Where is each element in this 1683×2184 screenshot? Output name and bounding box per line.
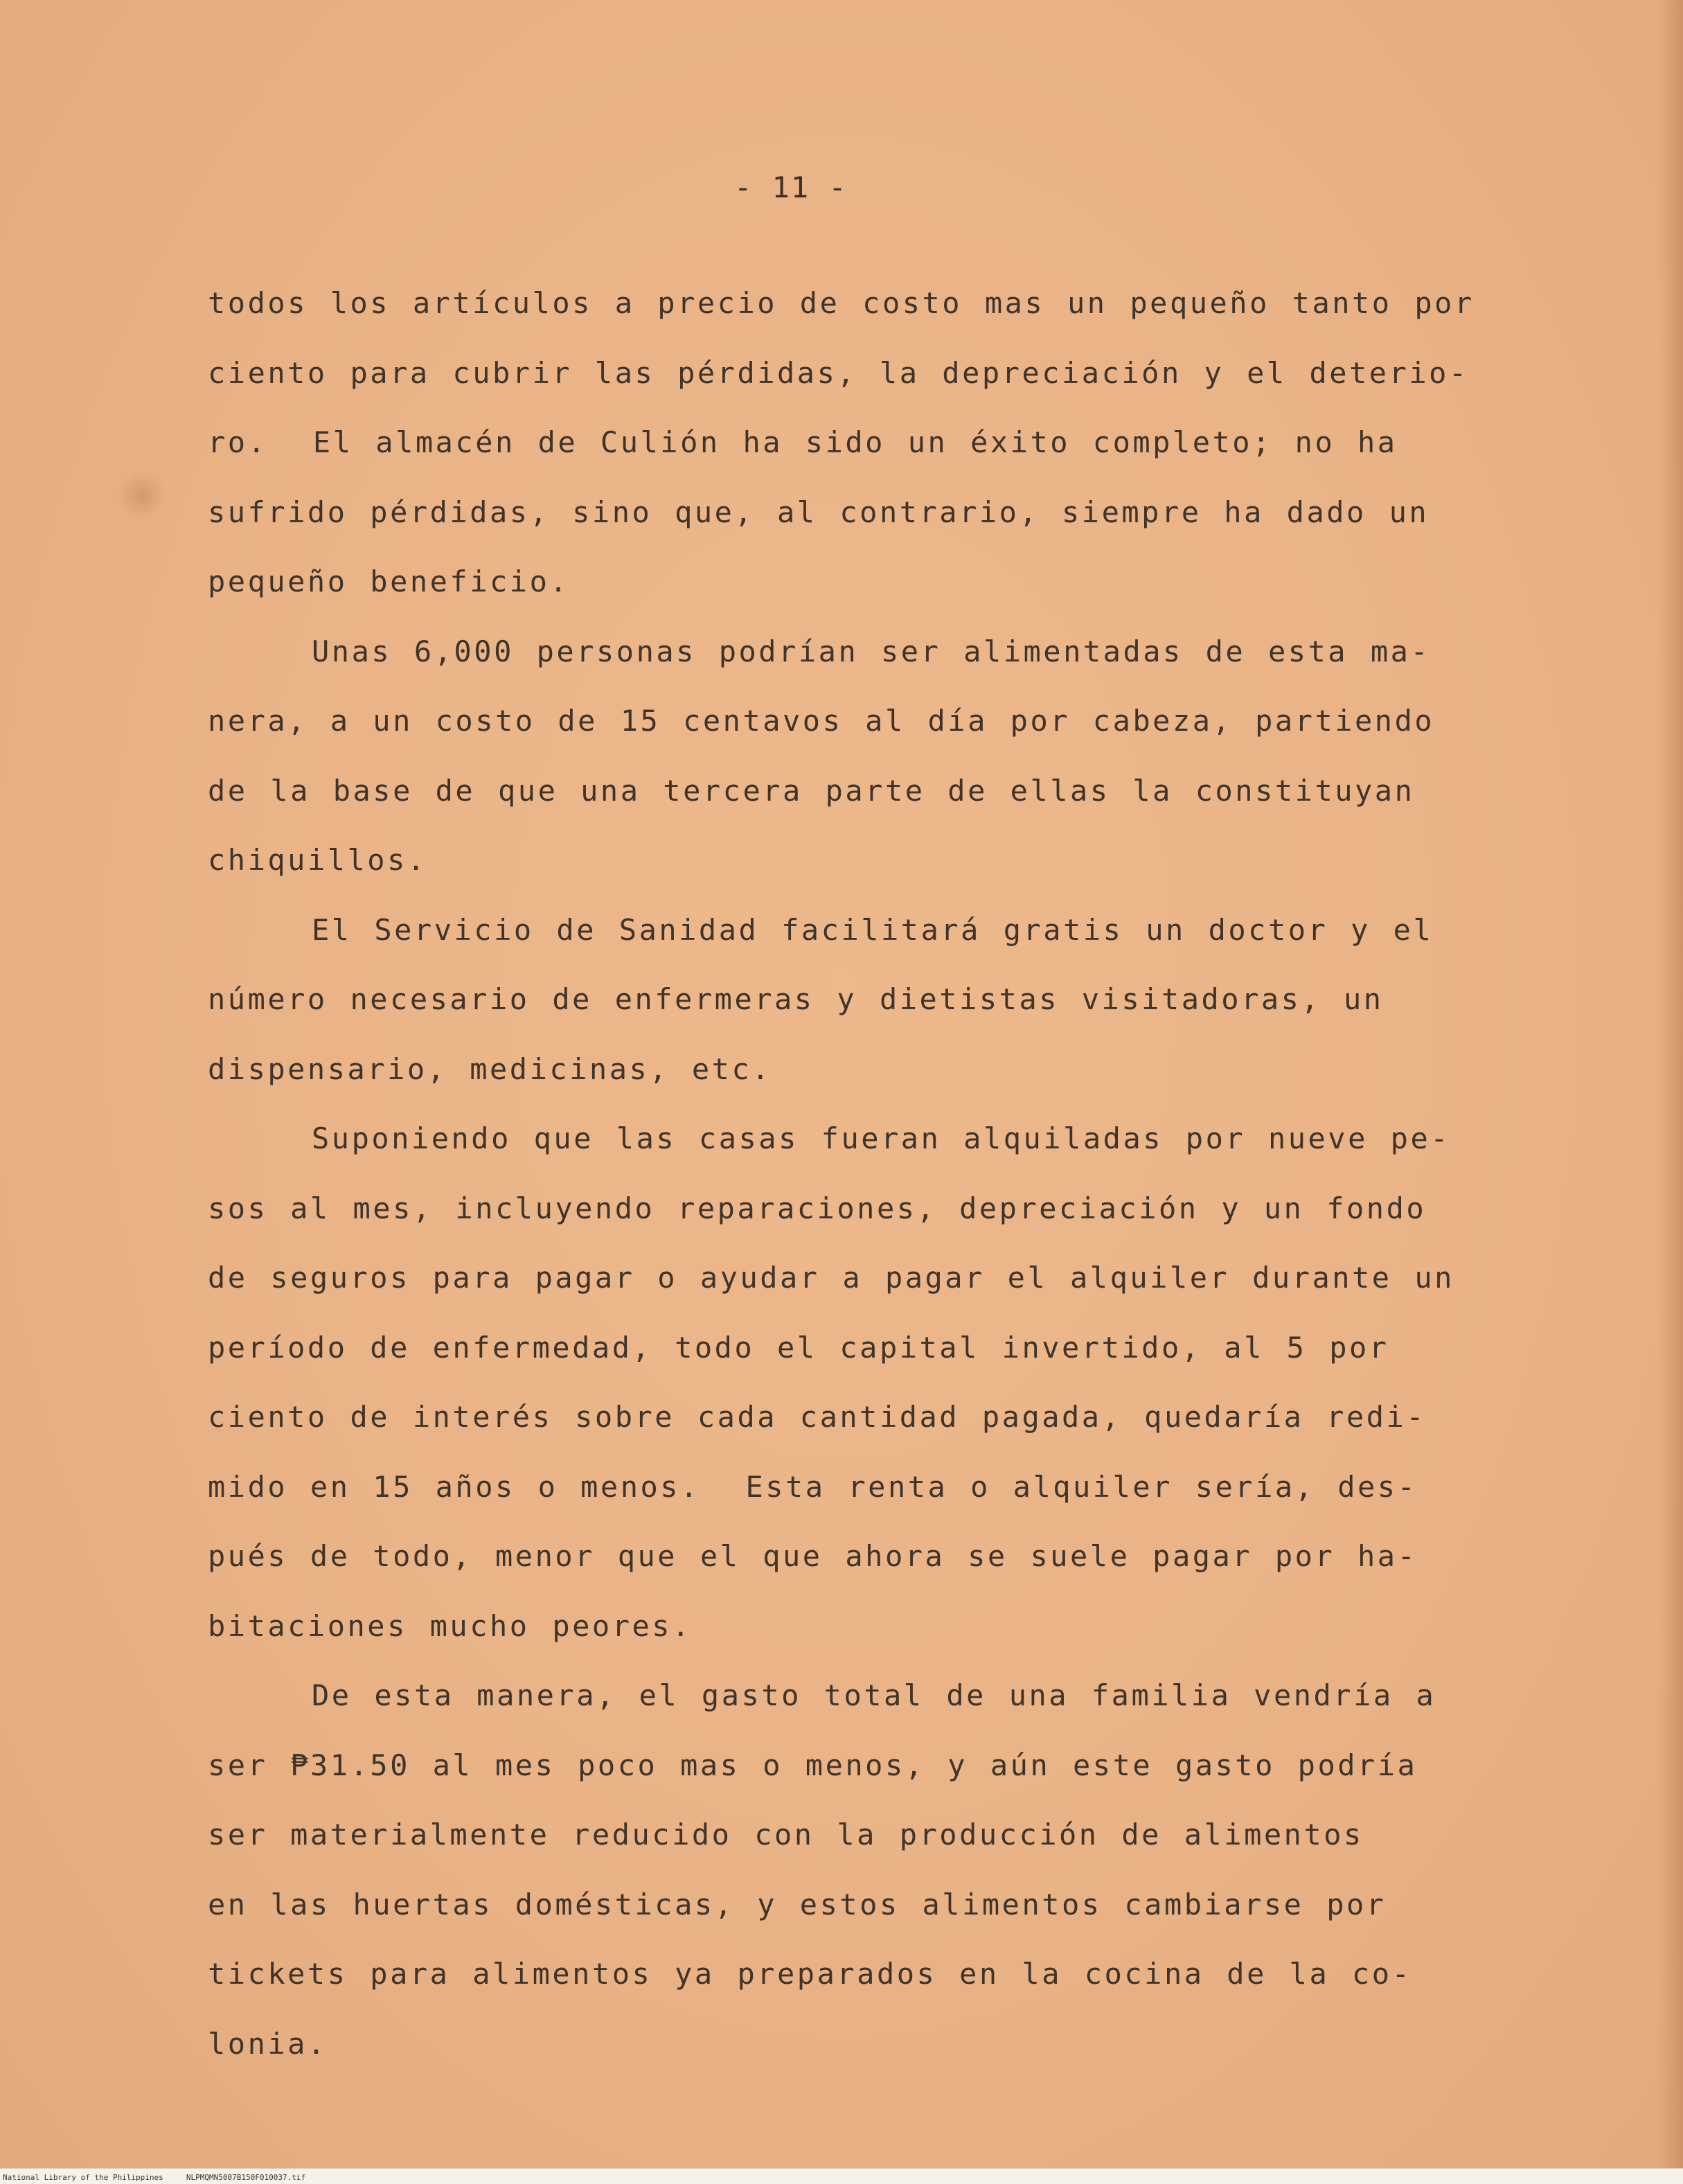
text-line: Unas 6,000 personas podrían ser alimentadas de esta ma- bbox=[312, 634, 1431, 668]
text-line: ciento para cubrir las pérdidas, la depreciación y el deterio- bbox=[208, 355, 1469, 390]
scan-footer bbox=[0, 2168, 1683, 2184]
text-line: ser materialmente reducido con la producción de alimentos bbox=[208, 1818, 1364, 1852]
text-line: pués de todo, menor que el que ahora se suele pagar por ha- bbox=[208, 1539, 1418, 1573]
text-line: ro. El almacén de Culión ha sido un éxito completo; no ha bbox=[208, 425, 1398, 459]
text-line: de seguros para pagar o ayudar a pagar el alquiler durante un bbox=[208, 1261, 1454, 1295]
text-line: ser ₱31.50 al mes poco mas o menos, y aún este gasto podría bbox=[208, 1748, 1418, 1782]
text-line: bitaciones mucho peores. bbox=[208, 1608, 692, 1643]
text-line: mido en 15 años o menos. Esta renta o alquiler sería, des- bbox=[208, 1469, 1418, 1504]
text-line: tickets para alimentos ya preparados en la cocina de la co- bbox=[208, 1957, 1412, 1991]
page-edge-shadow bbox=[1658, 0, 1683, 2184]
text-line: nera, a un costo de 15 centavos al día por cabeza, partiendo bbox=[208, 704, 1435, 738]
text-line: de la base de que una tercera parte de ellas la constituyan bbox=[208, 773, 1415, 808]
text-line: chiquillos. bbox=[208, 843, 427, 877]
page-number: - 11 - bbox=[734, 170, 848, 204]
text-line: Suponiendo que las casas fueran alquiladas por nueve pe- bbox=[312, 1121, 1451, 1155]
text-line: lonia. bbox=[208, 2026, 328, 2061]
body-text bbox=[208, 269, 1524, 2079]
text-line: período de enfermedad, todo el capital invertido, al 5 por bbox=[208, 1330, 1389, 1365]
text-line: dispensario, medicinas, etc. bbox=[208, 1051, 772, 1086]
scan-caption: National Library of the Philippines NLPMQMN5007B150F010037.tif bbox=[3, 2173, 306, 2182]
text-line: sufrido pérdidas, sino que, al contrario, siempre ha dado un bbox=[208, 495, 1430, 529]
text-line: ciento de interés sobre cada cantidad pagada, quedaría redi- bbox=[208, 1400, 1427, 1434]
text-line: número necesario de enfermeras y dietistas visitadoras, un bbox=[208, 982, 1384, 1016]
text-line: pequeño beneficio. bbox=[208, 565, 570, 598]
text-line: De esta manera, el gasto total de una familia vendría a bbox=[312, 1678, 1436, 1712]
text-line: sos al mes, incluyendo reparaciones, depreciación y un fondo bbox=[208, 1191, 1427, 1225]
text-line: todos los artículos a precio de costo mas un pequeño tanto por bbox=[208, 286, 1475, 320]
text-line: en las huertas domésticas, y estos alimentos cambiarse por bbox=[208, 1887, 1387, 1921]
paper-stain bbox=[118, 471, 166, 520]
text-line: El Servicio de Sanidad facilitará gratis un doctor y el bbox=[312, 912, 1434, 947]
